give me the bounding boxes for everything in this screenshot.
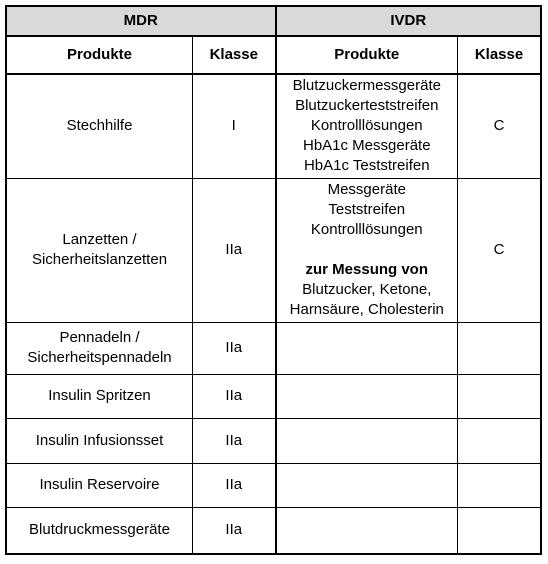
ivdr-class-cell: [458, 463, 541, 507]
ivdr-class-cell: C: [458, 74, 541, 178]
col-produkte-ivdr: Produkte: [276, 36, 458, 74]
col-klasse-ivdr: Klasse: [458, 36, 541, 74]
mdr-product-cell: [7, 463, 193, 507]
ivdr-header: IVDR: [276, 7, 541, 37]
mdr-product-text: Sicherheitslanzetten: [31, 251, 168, 268]
col-produkte-mdr: Produkte: [7, 36, 193, 74]
mdr-product-text: Insulin Infusionsset: [35, 431, 164, 449]
column-header-row: [7, 36, 541, 74]
mdr-product-text: Insulin Spritzen: [48, 387, 151, 404]
ivdr-product-cell: [276, 463, 458, 507]
mdr-class-cell: IIa: [193, 463, 276, 507]
ivdr-product-text: HbA1c Teststreifen: [303, 157, 430, 175]
col-klasse-mdr: Klasse: [193, 36, 276, 74]
ivdr-product-subheading: zur Messung von: [305, 261, 429, 278]
ivdr-product-text: HbA1c Messgeräte: [302, 137, 431, 155]
mdr-product-text: Stechhilfe: [66, 117, 133, 135]
ivdr-class-cell: [458, 418, 541, 463]
mdr-product-text: Blutdruckmessgeräte: [29, 521, 170, 538]
ivdr-product-cell: [276, 322, 458, 374]
table-row: [7, 418, 541, 463]
ivdr-product-text: Harnsäure, Cholesterin: [289, 301, 444, 318]
ivdr-product-cell: [276, 507, 458, 553]
mdr-class-cell: I: [193, 74, 276, 178]
line-spacer: [277, 240, 458, 260]
mdr-product-cell: [7, 74, 193, 178]
mdr-product-cell: [7, 178, 193, 322]
mdr-class-cell: IIa: [193, 178, 276, 322]
ivdr-product-cell: [276, 178, 458, 322]
mdr-product-text: Pennadeln /: [59, 329, 140, 346]
mdr-product-text: Lanzetten /: [62, 231, 137, 248]
mdr-product-text: Insulin Reservoire: [39, 476, 160, 493]
ivdr-product-text: Blutzuckerteststreifen: [295, 97, 439, 115]
mdr-product-cell: [7, 418, 193, 463]
mdr-product-cell: [7, 374, 193, 418]
ivdr-product-cell: [276, 374, 458, 418]
ivdr-product-cell: [276, 74, 458, 178]
ivdr-product-text: Kontrolllösungen: [310, 117, 423, 135]
ivdr-class-cell: [458, 374, 541, 418]
mdr-class-cell: IIa: [193, 418, 276, 463]
table-row: [7, 463, 541, 507]
table-row: [7, 322, 541, 374]
mdr-class-cell: IIa: [193, 374, 276, 418]
table-row: [7, 374, 541, 418]
ivdr-product-cell: [276, 418, 458, 463]
table-row: [7, 507, 541, 553]
table-row: [7, 74, 541, 178]
mdr-product-text: Sicherheitspennadeln: [27, 349, 172, 366]
mdr-product-cell: [7, 507, 193, 553]
mdr-header: MDR: [7, 7, 276, 37]
group-header-row: [7, 7, 541, 37]
regulation-table: [6, 6, 541, 554]
ivdr-class-cell: [458, 507, 541, 553]
ivdr-product-text: Blutzuckermessgeräte: [292, 77, 441, 95]
ivdr-product-text: Teststreifen: [328, 201, 406, 218]
ivdr-product-text: Blutzucker, Ketone,: [302, 281, 432, 298]
mdr-class-cell: IIa: [193, 322, 276, 374]
ivdr-product-text: Kontrolllösungen: [310, 221, 423, 238]
mdr-class-cell: IIa: [193, 507, 276, 553]
ivdr-class-cell: [458, 322, 541, 374]
mdr-product-cell: [7, 322, 193, 374]
table-row: [7, 178, 541, 322]
ivdr-class-cell: C: [458, 178, 541, 322]
ivdr-product-text: Messgeräte: [327, 181, 406, 198]
